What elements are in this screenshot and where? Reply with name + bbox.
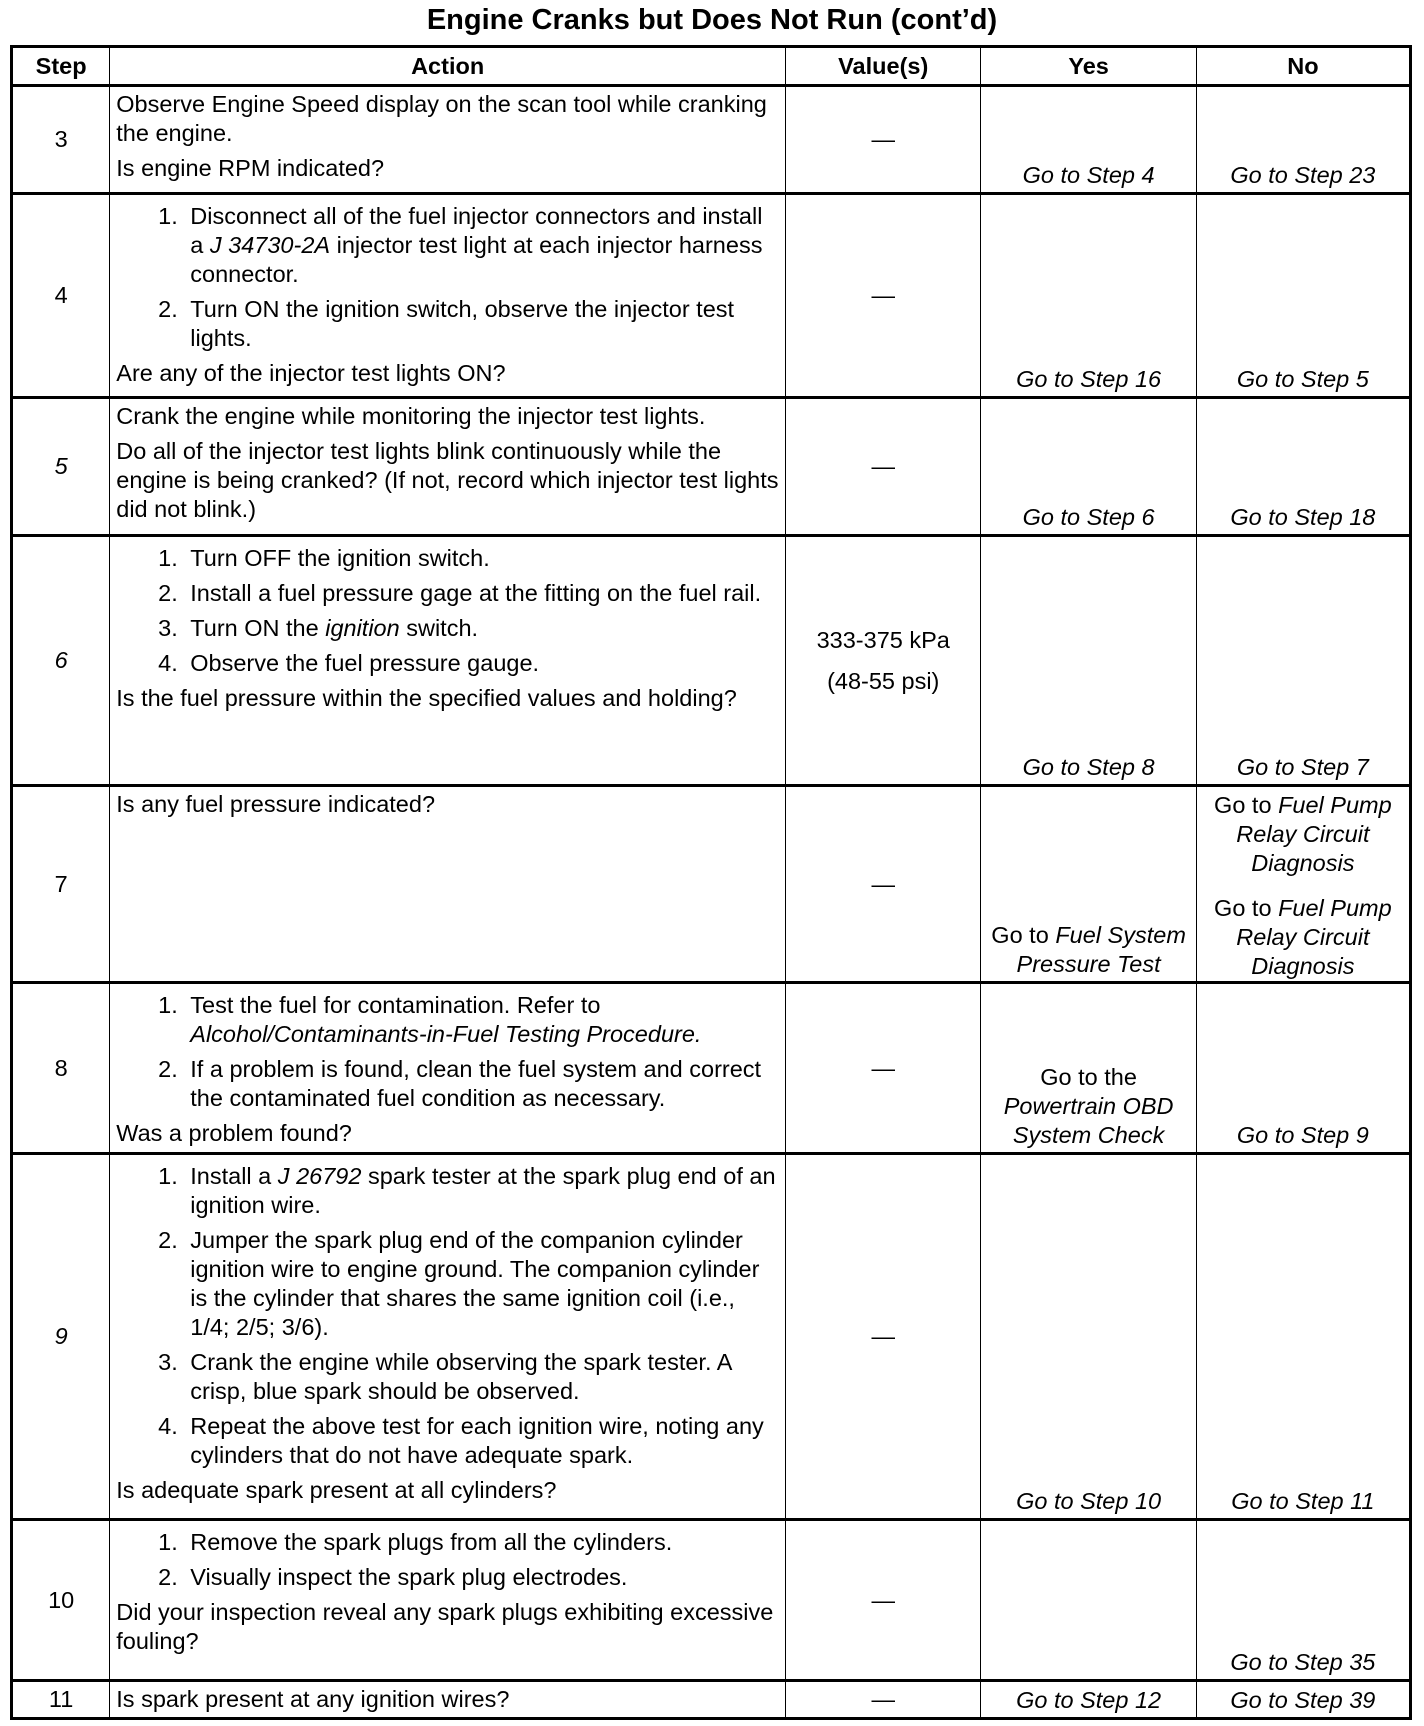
yes-cell: Go to the Powertrain OBD System Check: [981, 983, 1196, 1154]
value-cell: —: [786, 398, 981, 536]
value-cell: —: [786, 983, 981, 1154]
action-item: 1. Turn OFF the ignition switch.: [184, 544, 779, 573]
value-cell: —: [786, 786, 981, 983]
no-target-2: Go to Fuel Pump Relay Circuit Diagnosis: [1214, 895, 1392, 979]
no-target-1: Go to Fuel Pump Relay Circuit Diagnosis: [1214, 792, 1392, 876]
action-cell: [110, 194, 786, 398]
header-action: Action: [110, 47, 786, 86]
step-number: 11: [12, 1681, 110, 1719]
action-cell: [110, 86, 786, 194]
no-cell: Go to Step 39: [1196, 1681, 1410, 1719]
no-cell: Go to Step 7: [1196, 536, 1410, 786]
header-values: Value(s): [786, 47, 981, 86]
action-question: Do all of the injector test lights blink continuously while the engine is being cranked? (If not, record which injector test lights did not blink.): [116, 438, 779, 522]
yes-cell: [981, 1520, 1196, 1681]
table-row: [12, 398, 1411, 536]
action-item: 2. Visually inspect the spark plug electrodes.: [184, 1563, 779, 1592]
action-question: Did your inspection reveal any spark plugs exhibiting excessive fouling?: [116, 1599, 774, 1654]
page-title: Engine Cranks but Does Not Run (cont’d): [426, 4, 998, 36]
no-cell: Go to Step 9: [1196, 983, 1410, 1154]
reference-link[interactable]: Alcohol/Contaminants-in-Fuel Testing Procedure: [190, 1021, 695, 1047]
no-link-1[interactable]: Fuel Pump Relay Circuit Diagnosis: [1236, 792, 1392, 876]
action-question: Are any of the injector test lights ON?: [116, 360, 506, 386]
value-cell: —: [786, 1681, 981, 1719]
action-item: 2. If a problem is found, clean the fuel system and correct the contaminated fuel condition as necessary.: [184, 1055, 779, 1113]
yes-cell: Go to Step 16: [981, 194, 1196, 398]
table-row: [12, 983, 1411, 1154]
value-cell: —: [786, 1520, 981, 1681]
step-number: 7: [12, 786, 110, 983]
no-cell: Go to Step 35: [1196, 1520, 1410, 1681]
table-row: [12, 786, 1411, 983]
table-row: [12, 194, 1411, 398]
no-cell: Go to Step 11: [1196, 1154, 1410, 1520]
action-cell: [110, 983, 786, 1154]
yes-cell: Go to Step 12: [981, 1681, 1196, 1719]
action-item: 3. Crank the engine while observing the spark tester. A crisp, blue spark should be observed.: [184, 1348, 779, 1406]
step-number: 5: [12, 398, 110, 536]
yes-link[interactable]: Fuel System Pressure Test: [1016, 922, 1186, 977]
action-item: 1. Install a J 26792 spark tester at the spark plug end of an ignition wire.: [184, 1162, 779, 1220]
action-question: Is any fuel pressure indicated?: [116, 791, 436, 817]
value-cell: —: [786, 194, 981, 398]
no-cell: [1196, 786, 1410, 983]
step-number: 8: [12, 983, 110, 1154]
action-text: Observe Engine Speed display on the scan tool while cranking the engine.: [116, 91, 767, 146]
header-yes: Yes: [981, 47, 1196, 86]
action-cell: [110, 786, 786, 983]
value-psi: (48-55 psi): [827, 667, 940, 694]
action-question: Is the fuel pressure within the specified values and holding?: [116, 685, 737, 711]
yes-cell: Go to Step 10: [981, 1154, 1196, 1520]
action-cell: [110, 536, 786, 786]
value-kpa: 333-375 kPa: [816, 626, 950, 653]
table-row: [12, 536, 1411, 786]
diagnostic-table: [10, 45, 1412, 1720]
action-item: 2. Jumper the spark plug end of the companion cylinder ignition wire to engine ground. The companion cylinder is the cylinder that shares the same ignition coil (i.e., 1/4; 2/5; 3/6).: [184, 1226, 779, 1342]
action-item: 1. Disconnect all of the fuel injector connectors and install a J 34730-2A injector test light at each injector harness connector.: [184, 202, 779, 289]
table-row: [12, 86, 1411, 194]
no-cell: Go to Step 18: [1196, 398, 1410, 536]
header-step: Step: [12, 47, 110, 86]
action-question: Is engine RPM indicated?: [116, 155, 385, 181]
action-item: 1. Test the fuel for contamination. Refer to Alcohol/Contaminants-in-Fuel Testing Procedure.: [184, 991, 779, 1049]
table-row: [12, 1520, 1411, 1681]
value-cell: [786, 536, 981, 786]
action-item: 1. Remove the spark plugs from all the cylinders.: [184, 1528, 779, 1557]
action-item: 4. Observe the fuel pressure gauge.: [184, 649, 779, 678]
table-row: [12, 1681, 1411, 1719]
no-cell: Go to Step 23: [1196, 86, 1410, 194]
action-cell: [110, 1154, 786, 1520]
value-cell: —: [786, 86, 981, 194]
yes-cell: Go to Step 6: [981, 398, 1196, 536]
action-cell: [110, 398, 786, 536]
action-question: Is spark present at any ignition wires?: [116, 1686, 510, 1712]
value-cell: —: [786, 1154, 981, 1520]
action-cell: [110, 1681, 786, 1719]
action-cell: [110, 1520, 786, 1681]
action-item: 2. Install a fuel pressure gage at the fitting on the fuel rail.: [184, 579, 779, 608]
header-no: No: [1196, 47, 1410, 86]
no-link-2[interactable]: Fuel Pump Relay Circuit Diagnosis: [1236, 895, 1392, 979]
step-number: 9: [12, 1154, 110, 1520]
step-number: 10: [12, 1520, 110, 1681]
action-item: 2. Turn ON the ignition switch, observe the injector test lights.: [184, 295, 779, 353]
no-cell: Go to Step 5: [1196, 194, 1410, 398]
action-item: 4. Repeat the above test for each ignition wire, noting any cylinders that do not have adequate spark.: [184, 1412, 779, 1470]
yes-cell: Go to Step 4: [981, 86, 1196, 194]
action-question: Is adequate spark present at all cylinders?: [116, 1477, 557, 1503]
yes-cell: Go to Step 8: [981, 536, 1196, 786]
table-row: [12, 1154, 1411, 1520]
yes-link[interactable]: Powertrain OBD System Check: [1003, 1093, 1174, 1148]
action-question: Was a problem found?: [116, 1120, 352, 1146]
action-text: Crank the engine while monitoring the injector test lights.: [116, 403, 706, 429]
header-row: [12, 47, 1411, 86]
yes-cell: Go to Fuel System Pressure Test: [981, 786, 1196, 983]
step-number: 4: [12, 194, 110, 398]
step-number: 3: [12, 86, 110, 194]
step-number: 6: [12, 536, 110, 786]
action-item: 3. Turn ON the ignition switch.: [184, 614, 779, 643]
